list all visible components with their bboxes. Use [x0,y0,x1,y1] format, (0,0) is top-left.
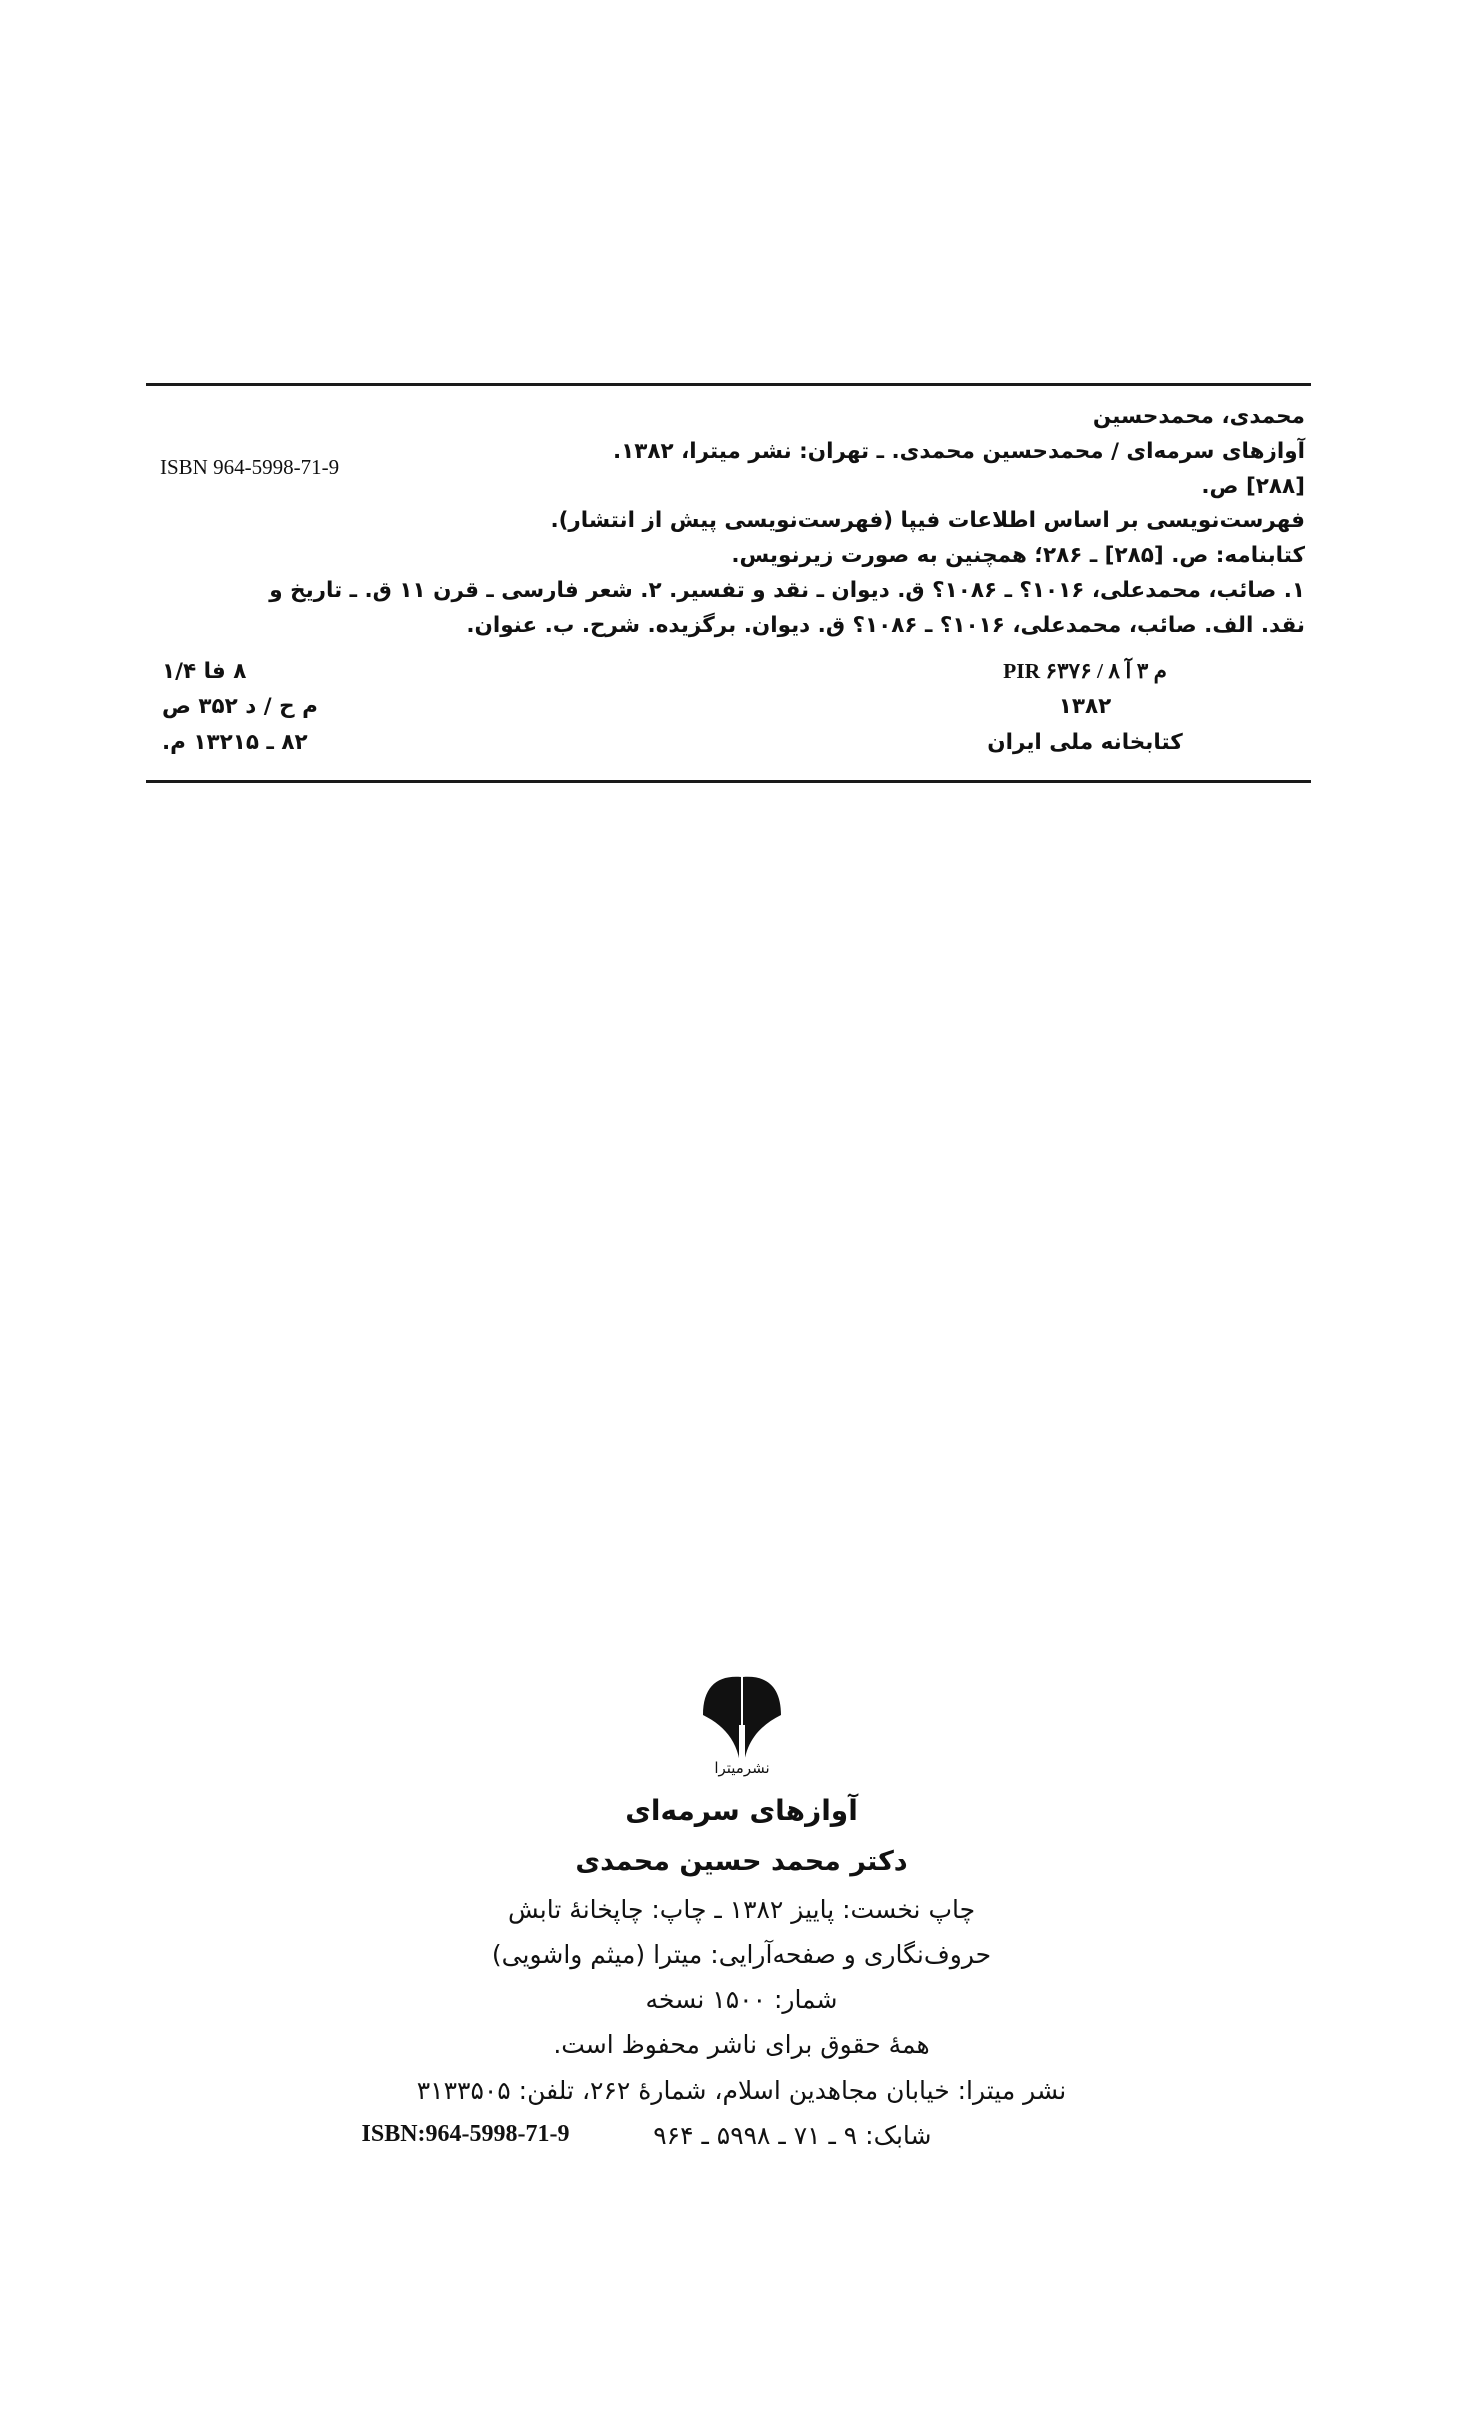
svg-text:نشرمیترا: نشرمیترا [713,1759,770,1777]
cip-footer [152,654,1305,766]
cip-line-fipa: فهرست‌نویسی بر اساس اطلاعات فیپا (فهرست‌نویسی پیش از انتشار). [550,508,1305,534]
cip-shelf-mark: م ح / د ۳۵۲ ص [162,694,318,720]
book-title: آوازهای سرمه‌ای [625,1794,858,1827]
cip-block [146,383,1311,783]
cip-library: کتابخانه ملی ایران [987,729,1183,755]
isbn-latin: ISBN:964-5998-71-9 [361,2120,570,2147]
typesetting-info: حروف‌نگاری و صفحه‌آرایی: میترا (میثم واشویی) [491,1939,992,1969]
cip-bottom-rule [146,780,1311,783]
shabak-fa: شابک: ۹ ـ ۷۱ ـ ۵۹۹۸ ـ ۹۶۴ [653,2120,932,2150]
book-author: دکتر محمد حسین محمدی [575,1846,908,1877]
cip-year: ۱۳۸۲ [1058,694,1112,720]
cip-line-bibliography: کتابنامه: ص. [۲۸۵] ـ ۲۸۶؛ همچنین به صورت زیرنویس. [731,543,1305,569]
cip-line-subjects-1: ۱. صائب، محمدعلی، ۱۰۱۶؟ ـ ۱۰۸۶؟ ق. دیوان ـ نقد و تفسیر. ۲. شعر فارسی ـ قرن ۱۱ ق. ـ تاریخ و [269,578,1305,604]
cip-call-number: PIR ۶۳۷۶ / م ۳ آ ۸ [1003,658,1167,683]
cip-dewey: ۸ ‌فا ۱/۴ [162,658,247,684]
colophon-block [0,1665,1483,2161]
rights-notice: همهٔ حقوق برای ناشر محفوظ است. [553,2030,930,2060]
print-run: شمار: ۱۵۰۰ نسخه [645,1985,838,2014]
cip-record-number: ۸۲ ـ ۱۳۲۱۵ م. [162,729,308,755]
cip-line-subjects-2: نقد. الف. صائب، محمدعلی، ۱۰۱۶؟ ـ ۱۰۸۶؟ ق. دیوان. برگزیده. شرح. ب. عنوان. [466,612,1305,638]
publisher-logo-icon [677,1665,807,1780]
cip-isbn: ISBN 964-5998-71-9 [160,455,340,479]
isbn-row [162,2121,1322,2161]
publisher-address: نشر میترا: خیابان مجاهدین اسلام، شمارهٔ ۲۶۲، تلفن: ۳۱۳۳۵۰۵ [416,2075,1067,2105]
cip-footer-right [875,654,1295,760]
cip-line-pages: [۲۸۸] ص. [1201,473,1305,499]
cip-line-title-statement: آوازهای سرمه‌ای / محمدحسین محمدی. ـ تهران: نشر میترا، ۱۳۸۲. [612,438,1305,464]
cip-footer-left [162,654,412,760]
cip-body [146,386,1311,772]
print-info: چاپ نخست: پاییز ۱۳۸۲ ـ چاپ: چاپخانهٔ تابش [507,1894,976,1924]
cip-line-author: محمدی، محمدحسین [1092,404,1305,429]
